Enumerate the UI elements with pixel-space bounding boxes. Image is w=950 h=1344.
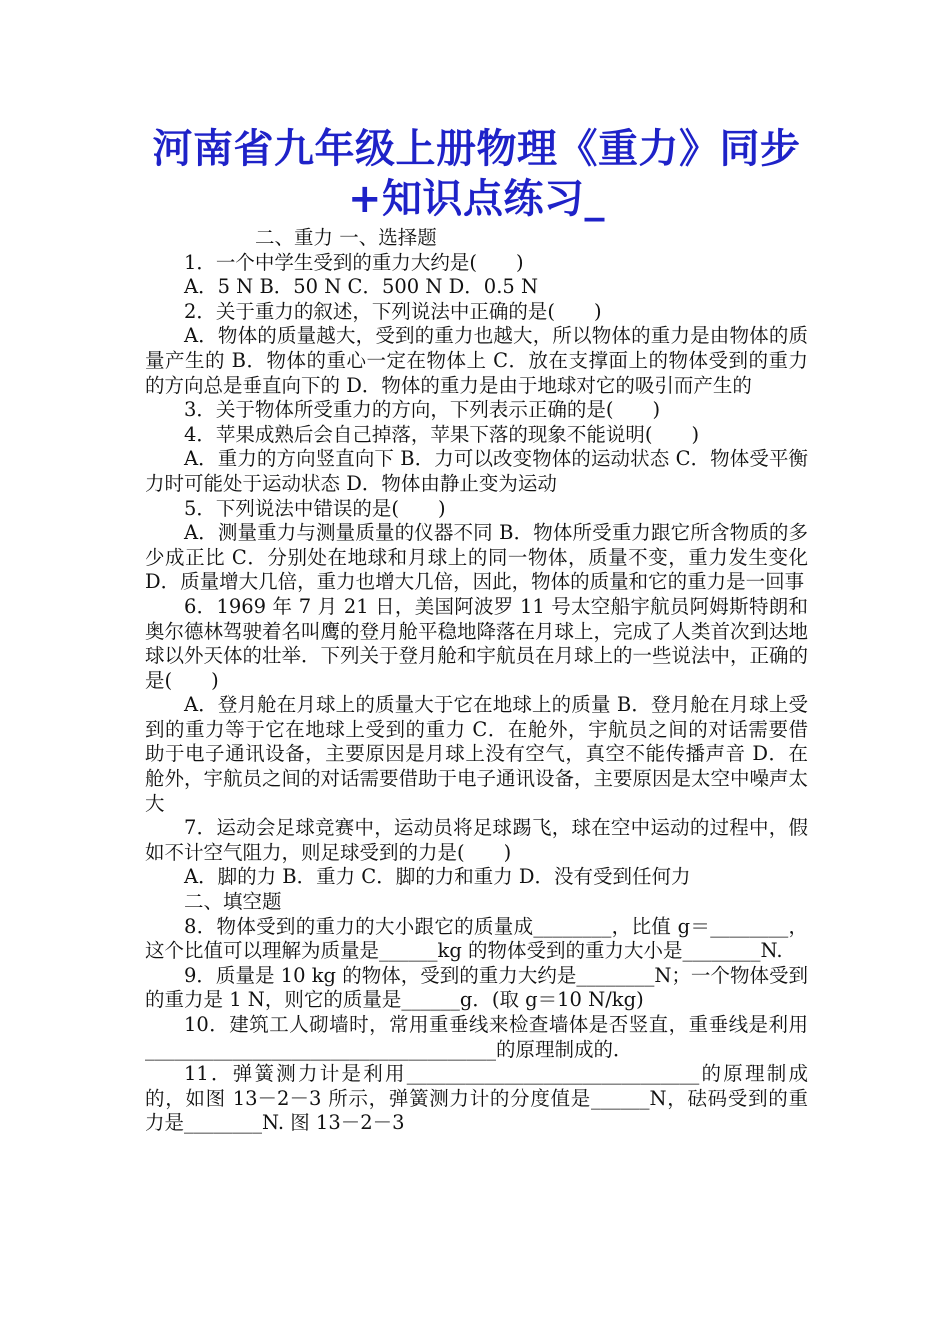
- question-2: 2．关于重力的叙述，下列说法中正确的是( ): [184, 299, 602, 323]
- document-page: [145, 124, 808, 1136]
- document-body: [145, 226, 808, 1136]
- section-heading-fill: 二、填空题: [184, 890, 282, 914]
- question-11: 11．弹簧测力计是利用______________________________的原理制成的，如图 13－2－3 所示，弹簧测力计的分度值是______N，砝码受到的重力是________N. 图 13－2－3: [145, 1062, 808, 1135]
- section-heading-choice: 二、重力 一、选择题: [255, 226, 437, 249]
- question-5-options: A．测量重力与测量质量的仪器不同 B．物体所受重力跟它所含物质的多少成正比 C．分别处在地球和月球上的同一物体，质量不变，重力发生变化 D．质量增大几倍，重力也增大几倍，因此，物体的质量和它的重力是一回事: [145, 521, 808, 594]
- question-8: 8．物体受到的重力的大小跟它的质量成________，比值 g＝________，这个比值可以理解为质量是______kg 的物体受到的重力大小是________N.: [145, 914, 808, 963]
- question-6: 6．1969 年 7 月 21 日，美国阿波罗 11 号太空船宇航员阿姆斯特朗和奥尔德林驾驶着名叫鹰的登月舱平稳地降落在月球上，完成了人类首次到达地球以外天体的壮举．下列关于登月舱和宇航员在月球上的一些说法中，正确的是( ): [145, 594, 809, 692]
- question-4: 4．苹果成熟后会自己掉落，苹果下落的现象不能说明( ): [184, 422, 700, 446]
- question-7: 7．运动会足球竞赛中，运动员将足球踢飞，球在空中运动的过程中，假如不计空气阻力，则足球受到的力是( ): [145, 816, 808, 864]
- question-10: 10．建筑工人砌墙时，常用重垂线来检查墙体是否竖直，重垂线是利用____________________________________的原理制成的．: [145, 1013, 808, 1061]
- document-title: 河南省九年级上册物理《重力》同步+知识点练习_: [152, 126, 801, 222]
- question-2-options: A．物体的质量越大，受到的重力也越大，所以物体的重力是由物体的质量产生的 B．物体的重心一定在物体上 C．放在支撑面上的物体受到的重力的方向总是垂直向下的 D．物体的重力是由于地球对它的吸引而产生的: [145, 324, 808, 397]
- question-9: 9．质量是 10 kg 的物体，受到的重力大约是________N；一个物体受到的重力是 1 N，则它的质量是______g．(取 g＝10 N/kg): [145, 963, 808, 1012]
- question-1-options: A．5 N B．50 N C．500 N D．0.5 N: [184, 275, 539, 299]
- question-5: 5．下列说法中错误的是( ): [184, 496, 446, 520]
- question-6-options: A．登月舱在月球上的质量大于它在地球上的质量 B．登月舱在月球上受到的重力等于它在地球上受到的重力 C．在舱外，宇航员之间的对话需要借助于电子通讯设备，主要原因是月球上没有空气，真空不能传播声音 D．在舱外，宇航员之间的对话需要借助于电子通讯设备，主要原因是太空中噪声太大: [145, 693, 809, 815]
- question-1: 1．一个中学生受到的重力大约是( ): [184, 250, 524, 274]
- question-7-options: A．脚的力 B．重力 C．脚的力和重力 D．没有受到任何力: [184, 865, 691, 889]
- question-3: 3．关于物体所受重力的方向，下列表示正确的是( ): [184, 398, 661, 422]
- question-4-options: A．重力的方向竖直向下 B．力可以改变物体的运动状态 C．物体受平衡力时可能处于运动状态 D．物体由静止变为运动: [145, 447, 808, 495]
